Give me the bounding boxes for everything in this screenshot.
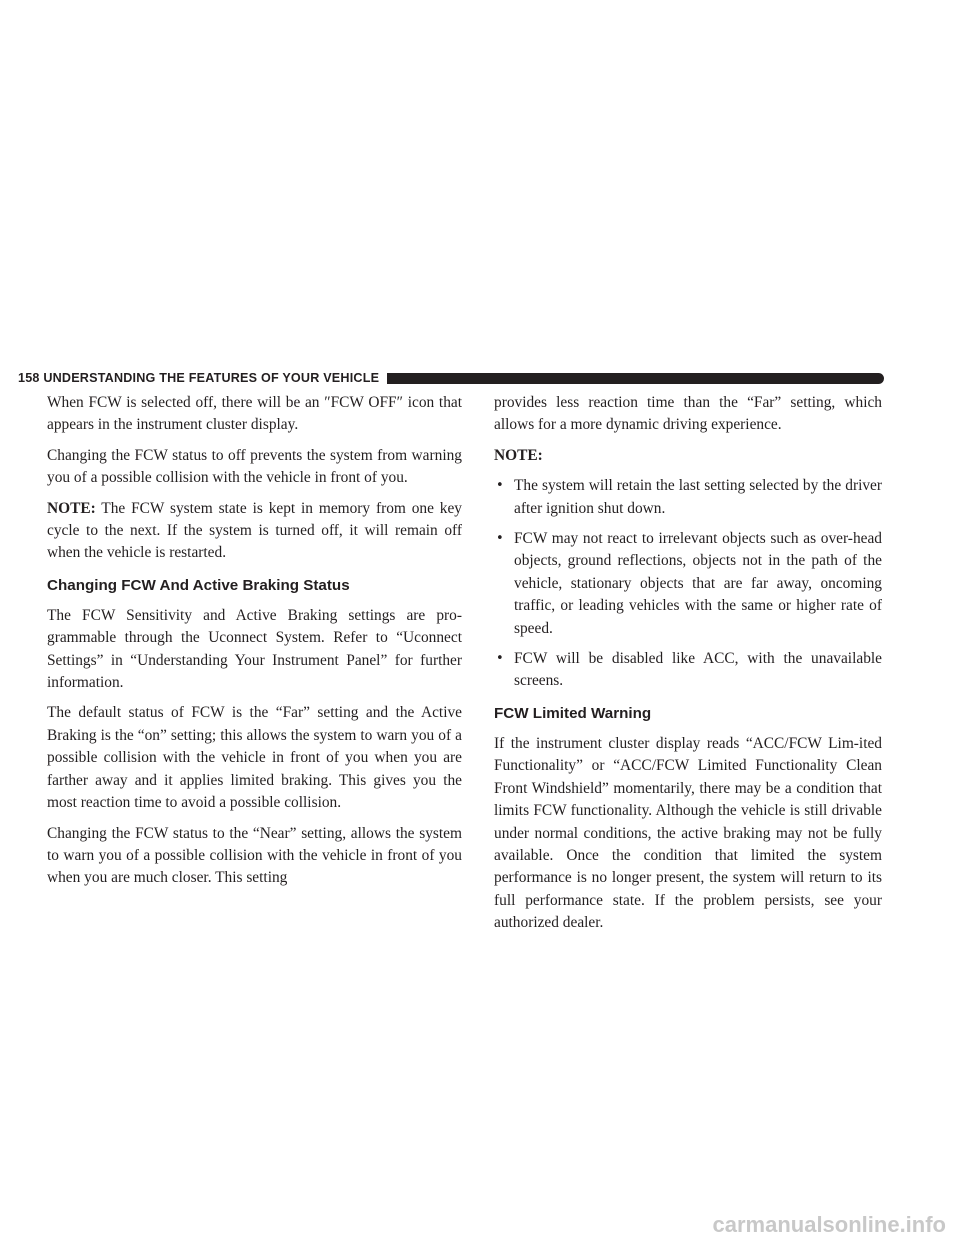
watermark-text: carmanualsonline.info [712, 1212, 946, 1237]
page-header-text [18, 371, 387, 385]
paragraph-near-setting: Changing the FCW status to the “Near” setting, allows the system to warn you of a possible collision with the vehicle in front of you when you are much closer. This setting [47, 824, 462, 887]
list-item-text: The system will retain the last setting selected by the driver after ignition shut down. [514, 477, 882, 517]
section-title: UNDERSTANDING THE FEATURES OF YOUR VEHICLE [43, 371, 380, 385]
list-item [494, 528, 882, 640]
list-item-text: FCW may not react to irrelevant objects such as over-head objects, ground reflections, objects not in the path of the vehicle, stationary objects that are far away, oncoming traffic, or leading vehicles with the same or higher rate of speed. [514, 530, 882, 637]
page-number: 158 [18, 371, 40, 385]
note-fcw-memory [47, 498, 462, 565]
paragraph-fcw-status-off: Changing the FCW status to off prevents the system from warning you of a possible collision with the vehicle in front of you. [47, 446, 462, 487]
paragraph-fcw-sensitivity: The FCW Sensitivity and Active Braking settings are pro-grammable through the Uconnect System. Refer to “Uconnect Settings” in “Understanding Your Instrument Panel” for further information. [47, 606, 462, 692]
bullet-icon: • [496, 531, 504, 547]
heading-fcw-limited-warning: FCW Limited Warning [494, 704, 652, 722]
paragraph-near-setting-continued: provides less reaction time than the “Far” setting, which allows for a more dynamic driving experience. [494, 394, 882, 434]
bullet-icon: • [496, 478, 504, 494]
note-text: The FCW system state is kept in memory from one key cycle to the next. If the system is turned off, it will remain off when the vehicle is restarted. [47, 499, 462, 562]
list-item [494, 475, 882, 520]
left-column [47, 392, 462, 898]
paragraph-default-status: The default status of FCW is the “Far” setting and the Active Braking is the “on” setting; this allows the system to warn you of a possible collision with the vehicle in front of you when you are farther away and it applies limited braking. This gives you the most reaction time to avoid a possible collision. [47, 704, 462, 812]
page-header [18, 370, 884, 386]
list-item-text: FCW will be disabled like ACC, with the unavailable screens. [514, 650, 882, 690]
paragraph-limited-functionality: If the instrument cluster display reads “ACC/FCW Lim-ited Functionality” or “ACC/FCW Limited Functionality Clean Front Windshield” momentarily, there may be a condition that limits FCW functionality. Although the vehicle is still drivable under normal conditions, the active braking may not be fully available. Once the condition that limited the system performance is no longer present, the system will return to its full performance state. If the problem persists, see your authorized dealer. [494, 734, 882, 932]
note-bullet-list [494, 475, 882, 693]
bullet-icon: • [496, 651, 504, 667]
list-item [494, 648, 882, 693]
header-rule [387, 373, 884, 384]
paragraph-fcw-off-icon: When FCW is selected off, there will be an ″FCW OFF″ icon that appears in the instrument cluster display. [47, 394, 462, 434]
note-label: NOTE: [47, 499, 96, 517]
note-label-2: NOTE: [494, 446, 543, 464]
heading-changing-fcw: Changing FCW And Active Braking Status [47, 576, 350, 594]
right-column [494, 392, 882, 943]
